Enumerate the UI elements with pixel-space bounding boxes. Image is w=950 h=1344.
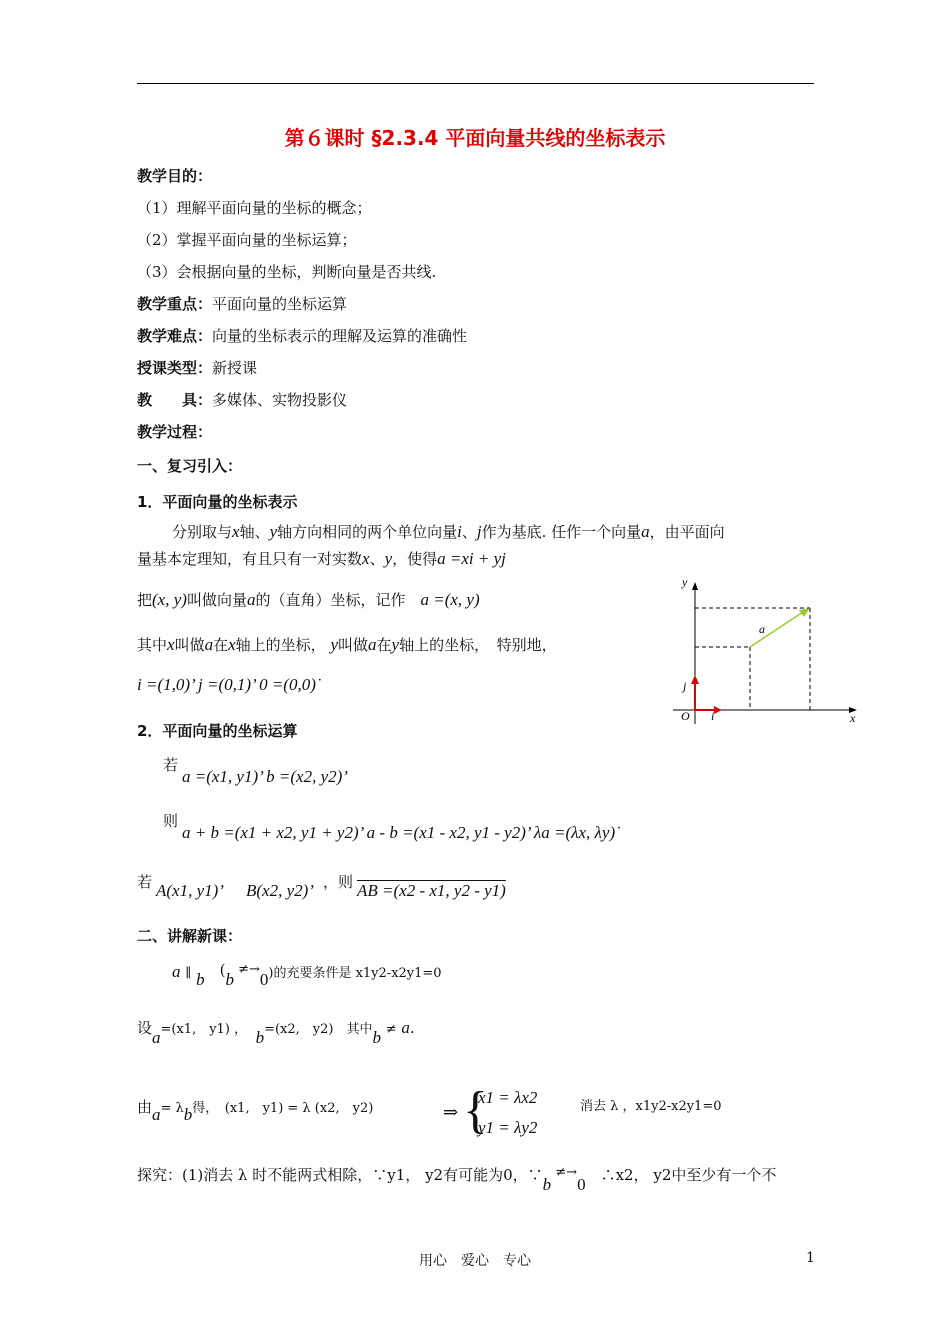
subsection1-heading: 1．平面向量的坐标表示 <box>137 493 298 511</box>
implies-symbol: ⇒ <box>443 1102 459 1123</box>
lesson-type-row <box>137 358 257 378</box>
footer-text: 用心 爱心 专心 <box>419 1253 531 1269</box>
math-a: a <box>368 635 377 654</box>
objective-3: （3）会根据向量的坐标，判断向量是否共线. <box>137 263 437 281</box>
math-a: a <box>246 590 256 609</box>
elimination-text: 消去 λ ，x1y2-x2y1=0 <box>580 1099 722 1114</box>
text: =(x2, y2) 其中 <box>264 1022 373 1037</box>
condition-text: )的充要条件是 x1y2-x2y1=0 <box>268 966 442 981</box>
process-heading: 教学过程： <box>137 423 213 441</box>
vector-a-arrow-icon <box>799 608 810 617</box>
text: 、 <box>369 550 385 568</box>
text: ≠ <box>385 1022 397 1037</box>
text: 作为基底. 任作一个向量 <box>481 523 642 541</box>
system-brace: { <box>463 1082 488 1139</box>
text: 探究：(1)消去 λ 时不能两式相除，∵y1， y2有可能为0，∵ <box>137 1166 543 1184</box>
text: ，由平面向 <box>649 523 725 541</box>
key-point-text: 平面向量的坐标运算 <box>212 295 348 313</box>
explore-line: 探究：(1)消去 λ 时不能两式相除，∵y1， y2有可能为0，∵b ≠→0 ∴x2， y2中至少有一个不 <box>137 1165 777 1194</box>
subsection2-heading: 2．平面向量的坐标运算 <box>137 722 298 740</box>
text: 轴上的坐标， <box>235 636 326 654</box>
point-B-formula: B(x2, y2)’ <box>246 881 314 900</box>
unit-vectors-formula: i =(1,0)’ j =(0,1)’ 0 =(0,0)˙ <box>137 675 322 694</box>
derivation-line: 由a= λb得， (x1, y1) = λ (x2, y2) <box>137 1098 374 1124</box>
math-y: y <box>330 635 338 654</box>
text: 分别取与 <box>172 523 233 541</box>
AB-formula: AB =(x2 - x1, y2 - y1) <box>357 881 506 900</box>
unit-j-label: j <box>683 679 687 693</box>
math-y: y <box>391 635 400 654</box>
coordinate-diagram <box>665 572 870 732</box>
math-a: a <box>641 522 650 541</box>
text: 由 <box>137 1098 153 1116</box>
lesson-type-text: 新授课 <box>212 359 258 377</box>
system-eq-2: y1 = λy2 <box>478 1118 538 1137</box>
math-j: j <box>476 522 482 541</box>
header-rule <box>137 83 814 84</box>
math-coordinate-notation: a =(x, y) <box>420 590 480 609</box>
objectives-heading: 教学目的： <box>137 167 213 185</box>
vector-a <box>750 612 803 647</box>
ab-definition-formula: a =(x1, y1)’ b =(x2, y2)’ <box>182 767 348 786</box>
objective-1: （1）理解平面向量的坐标的概念； <box>137 199 372 217</box>
math-x: x <box>167 635 175 654</box>
text: ，使得 <box>392 550 438 568</box>
setup-line: 设a=(x1, y1) ， b=(x2, y2) 其中b ≠ a. <box>137 1018 415 1047</box>
para1-line2 <box>137 549 506 569</box>
key-point-row <box>137 294 347 314</box>
text: 把 <box>137 591 153 609</box>
operations-formula: a + b =(x1 + x2, y1 + y2)’ a - b =(x1 - x2, y1 - y2)’ λa =(λx, λy)˙ <box>182 823 621 842</box>
parallel-symbol: ∥ <box>185 966 192 981</box>
para1-line3 <box>137 590 480 610</box>
objective-2: （2）掌握平面向量的坐标运算； <box>137 231 357 249</box>
text: = λ <box>160 1101 184 1116</box>
page-number: 1 <box>806 1250 815 1266</box>
text: 叫做 <box>337 636 368 654</box>
y-axis-arrow-icon <box>692 582 698 590</box>
origin-label: O <box>681 709 690 723</box>
math-x: x <box>362 549 370 568</box>
text: 量基本定理知，有且只有一对实数 <box>137 550 363 568</box>
difficulty-label: 教学难点： <box>137 327 213 345</box>
difficulty-text: 向量的坐标表示的理解及运算的准确性 <box>212 327 468 345</box>
math-y: y <box>384 549 393 568</box>
then-label-2: ，则 <box>323 873 354 891</box>
math-coordinate: (x, y) <box>152 590 187 609</box>
math-x: x <box>232 522 240 541</box>
then-label-1: 则 <box>163 812 179 830</box>
point-A-formula: A(x1, y1)’ <box>156 881 224 900</box>
key-point-label: 教学重点： <box>137 295 213 313</box>
system-eq-1: x1 = λx2 <box>478 1088 538 1107</box>
if-label-1: 若 <box>163 756 179 774</box>
math-x: x <box>228 635 236 654</box>
text: =(x1, y1) ， <box>160 1022 241 1037</box>
text: 其中 <box>137 636 168 654</box>
page-title: 第６课时 §2.3.4 平面向量共线的坐标表示 <box>284 126 666 150</box>
lesson-type-label: 授课类型： <box>137 359 213 377</box>
math-a: a <box>172 962 181 981</box>
y-axis-label: y <box>682 575 688 589</box>
para1-line1 <box>172 522 725 542</box>
unit-vector-i-arrow-icon <box>714 706 722 714</box>
text: 在 <box>376 636 392 654</box>
x-axis-label: x <box>850 711 856 725</box>
unit-i-label: i <box>711 709 715 723</box>
text: 在 <box>213 636 229 654</box>
vector-a-label: a <box>759 622 765 636</box>
collinear-condition: a ∥ b (b ≠→0)的充要条件是 x1y2-x2y1=0 <box>172 961 442 989</box>
math-i: i <box>457 522 462 541</box>
section2-heading: 二、讲解新课： <box>137 927 243 945</box>
unit-vector-j-arrow-icon <box>691 675 699 684</box>
text: 叫做 <box>174 636 205 654</box>
tools-text: 多媒体、实物投影仪 <box>212 391 348 409</box>
tools-row <box>137 390 347 410</box>
tools-label: 教 具： <box>137 391 213 409</box>
if-label-2: 若 <box>137 873 153 891</box>
math-a: a <box>204 635 214 654</box>
text: 、 <box>461 523 477 541</box>
text: 叫做向量 <box>186 591 247 609</box>
text: 轴上的坐标， 特别地， <box>399 636 557 654</box>
text: 得， (x1, y1) = λ (x2, y2) <box>192 1101 374 1116</box>
section1-heading: 一、复习引入： <box>137 457 243 475</box>
text: 设 <box>137 1019 153 1037</box>
text: 的（直角）坐标，记作 <box>255 591 406 609</box>
difficulty-row <box>137 326 467 346</box>
para1-line4 <box>137 635 557 655</box>
math-y: y <box>269 522 278 541</box>
text: 轴、 <box>239 523 270 541</box>
text: ∴x2， y2中至少有一个不 <box>600 1166 777 1184</box>
text: 轴方向相同的两个单位向量 <box>277 523 458 541</box>
math-decomposition: a =xi + yj <box>437 549 506 568</box>
